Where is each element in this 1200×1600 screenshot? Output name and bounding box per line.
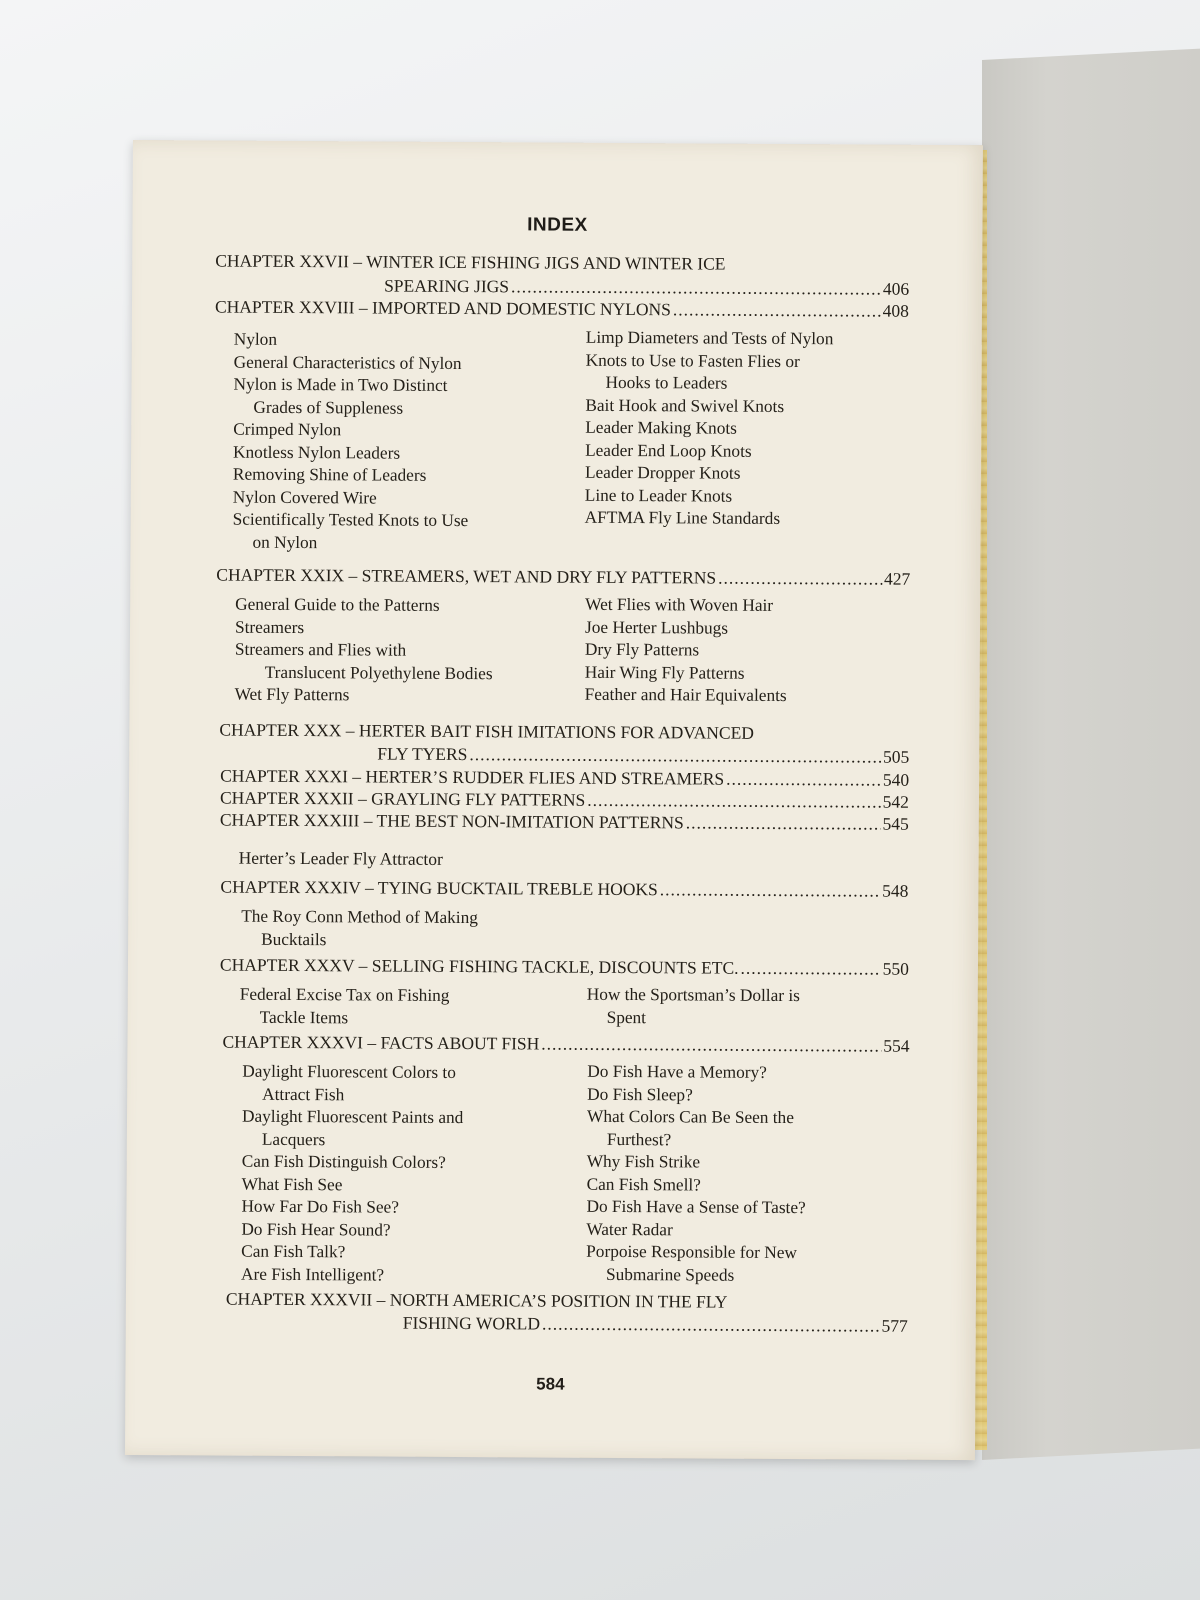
chapter-entry [377, 744, 909, 767]
chapter-heading: CHAPTER XXXIII – THE BEST NON-IMITATION PATTERNS [219, 809, 684, 833]
dot-leader [660, 879, 880, 900]
dot-leader [686, 812, 881, 833]
topic-item: How the Sportsman’s Dollar is [586, 984, 800, 1006]
page-ref: 540 [882, 769, 910, 790]
page-ref: 408 [882, 300, 910, 321]
topic-column-left [235, 594, 556, 708]
topic-item: Nylon Covered Wire [232, 487, 377, 507]
topic-item: Knotless Nylon Leaders [233, 442, 401, 463]
topic-column-left [232, 329, 541, 556]
page-ref: 550 [882, 958, 910, 979]
topic-item: Are Fish Intelligent? [241, 1264, 385, 1285]
page-ref: 577 [881, 1315, 908, 1336]
topic-item: Hair Wing Fly Patterns [584, 662, 745, 683]
dot-leader [511, 276, 881, 298]
topic-item: Porpoise Responsible for New [586, 1241, 797, 1263]
dot-leader [542, 1314, 880, 1336]
chapter-heading: CHAPTER XXXV – SELLING FISHING TACKLE, DISCOUNTS ETC. [219, 954, 739, 978]
topic-item: What Colors Can Be Seen the [586, 1106, 794, 1128]
topic-item: Can Fish Distinguish Colors? [241, 1151, 446, 1172]
topic-column-left [240, 984, 550, 1031]
topic-item: Why Fish Strike [586, 1151, 701, 1172]
chapter-entry [220, 766, 909, 790]
dot-leader [673, 299, 881, 320]
chapter-heading: CHAPTER XXIX – STREAMERS, WET AND DRY FLY PATTERNS [216, 564, 717, 588]
topic-item-continued: Grades of Suppleness [253, 397, 404, 418]
chapter-heading: CHAPTER XXXVII – NORTH AMERICA’S POSITION IN THE FLY [225, 1288, 728, 1312]
topic-item: Joe Herter Lushbugs [584, 617, 729, 638]
topic-item: Nylon is Made in Two Distinct [233, 374, 448, 395]
topic-item: Do Fish Have a Sense of Taste? [586, 1196, 806, 1218]
page-ref: 427 [884, 568, 911, 589]
chapter-entry [220, 955, 909, 979]
topic-item: Can Fish Talk? [241, 1241, 346, 1262]
topic-column-left [241, 906, 571, 953]
topic-item: General Guide to the Patterns [235, 594, 440, 615]
chapter-entry [222, 1032, 909, 1056]
page-ref: 548 [882, 880, 909, 901]
chapter-heading: FISHING WORLD [402, 1312, 541, 1334]
page-ref: 545 [882, 813, 909, 834]
topic-item: Leader Dropper Knots [584, 462, 741, 483]
topic-item: AFTMA Fly Line Standards [584, 507, 781, 528]
chapter-entry [220, 788, 909, 812]
dot-leader [718, 568, 882, 589]
topic-item: General Characteristics of Nylon [233, 352, 462, 373]
topic-item: Feather and Hair Equivalents [584, 684, 787, 706]
topic-item-continued: on Nylon [252, 532, 318, 552]
page-number: 584 [536, 1374, 565, 1394]
topic-item-continued: Translucent Polyethylene Bodies [264, 662, 493, 683]
topic-item: How Far Do Fish See? [241, 1196, 399, 1217]
page-ref: 505 [882, 746, 910, 767]
topic-column-right [587, 984, 897, 1031]
topic-item: Do Fish Have a Memory? [587, 1061, 767, 1082]
topic-item: Federal Excise Tax on Fishing [239, 984, 450, 1005]
page-ref: 406 [882, 278, 910, 299]
dot-leader [726, 769, 881, 790]
chapter-entry [216, 565, 910, 589]
chapter-heading: CHAPTER XXX – HERTER BAIT FISH IMITATIONS FOR ADVANCED [219, 719, 755, 743]
topic-item: Water Radar [586, 1219, 673, 1239]
topic-item: Do Fish Hear Sound? [241, 1219, 391, 1240]
book-page [125, 140, 983, 1460]
chapter-heading: CHAPTER XXVII – WINTER ICE FISHING JIGS AND WINTER ICE [215, 250, 726, 274]
topic-item: Leader End Loop Knots [585, 440, 752, 461]
topic-item: Daylight Fluorescent Paints and [241, 1106, 464, 1128]
topic-item: Removing Shine of Leaders [232, 464, 427, 485]
topic-column-right [585, 327, 894, 531]
topic-item: Dry Fly Patterns [584, 639, 700, 660]
topic-item: Streamers [234, 617, 305, 637]
topic-item: Knots to Use to Fasten Flies or [585, 350, 800, 371]
topic-column-left [241, 1061, 550, 1288]
topic-item: Do Fish Sleep? [587, 1084, 693, 1104]
topic-column-right [585, 594, 894, 708]
topic-item: Streamers and Flies with [234, 639, 407, 660]
topic-item: What Fish See [241, 1174, 343, 1194]
page-ref: 554 [883, 1035, 910, 1056]
topic-item-continued: Lacquers [261, 1129, 326, 1149]
topic-item-continued: Bucktails [261, 929, 327, 949]
topic-item-continued: Submarine Speeds [606, 1264, 735, 1285]
chapter-heading: CHAPTER XXXVI – FACTS ABOUT FISH [222, 1031, 540, 1054]
chapter-entry [215, 297, 909, 321]
topic-item: The Roy Conn Method of Making [241, 906, 478, 928]
topic-column-right [586, 1061, 897, 1288]
topic-item: Herter’s Leader Fly Attractor [238, 847, 443, 869]
chapter-entry [220, 810, 909, 834]
topic-item: Nylon [233, 329, 278, 349]
topic-item: Line to Leader Knots [584, 485, 733, 506]
topic-item: Crimped Nylon [233, 419, 342, 440]
topic-item-continued: Furthest? [606, 1129, 672, 1149]
chapter-heading: CHAPTER XXXII – GRAYLING FLY PATTERNS [219, 787, 586, 810]
topic-item-continued: Tackle Items [259, 1007, 349, 1027]
topic-item: Scientifically Tested Knots to Use [232, 509, 469, 531]
topic-item: Can Fish Smell? [586, 1174, 701, 1194]
page-ref: 542 [882, 791, 910, 812]
chapter-heading: SPEARING JIGS [384, 275, 510, 297]
topic-item: Wet Fly Patterns [234, 684, 350, 705]
dot-leader [469, 744, 881, 767]
chapter-heading: CHAPTER XXXI – HERTER’S RUDDER FLIES AND STREAMERS [220, 765, 725, 789]
index-title: INDEX [527, 214, 588, 236]
chapter-heading: FLY TYERS [377, 743, 468, 765]
dot-leader [541, 1034, 881, 1056]
chapter-heading: CHAPTER XXVIII – IMPORTED AND DOMESTIC NYLONS [214, 296, 671, 320]
topic-item-continued: Hooks to Leaders [605, 372, 728, 393]
topic-item-continued: Attract Fish [262, 1084, 345, 1104]
topic-item: Wet Flies with Woven Hair [585, 594, 774, 615]
topic-item: Bait Hook and Swivel Knots [585, 395, 785, 416]
chapter-entry [403, 1313, 908, 1336]
topic-item: Limp Diameters and Tests of Nylon [585, 327, 834, 349]
dot-leader [587, 790, 881, 812]
chapter-entry [220, 877, 908, 901]
page-content [125, 140, 983, 1460]
facing-page [982, 49, 1200, 1460]
topic-item: Leader Making Knots [585, 417, 737, 438]
dot-leader [740, 958, 880, 979]
chapter-heading: CHAPTER XXXIV – TYING BUCKTAIL TREBLE HOOKS [220, 876, 658, 900]
topic-item-continued: Spent [606, 1007, 647, 1027]
chapter-entry [384, 276, 909, 299]
topic-item: Daylight Fluorescent Colors to [242, 1061, 456, 1082]
